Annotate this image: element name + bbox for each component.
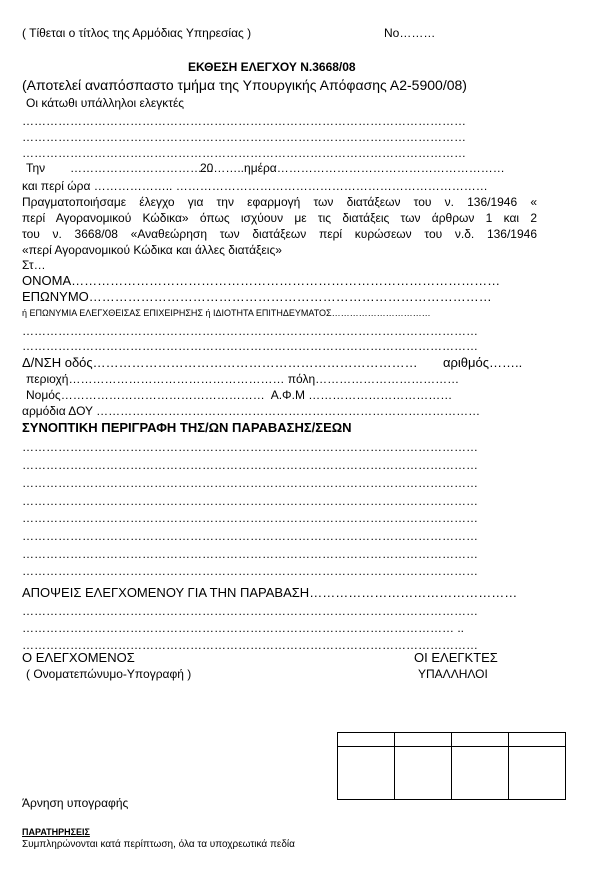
- address-number-field: αριθμός……..: [443, 355, 523, 370]
- date-year: 20……..ημέρα…………………………………………………: [200, 161, 505, 175]
- date-label: Την: [26, 161, 46, 175]
- time-line: και περί ώρα ……………….. ……………………………………………………………………: [22, 179, 488, 193]
- body-line-2: περί Αγορανομικού Κώδικα» όπως ισχύουν με τις διατάξεις των άρθρων 1 και 2: [22, 211, 537, 225]
- inspectors-line: …………………………………………………………………………………………………: [22, 130, 466, 144]
- violation-line: ……………………………………………………………………………………………………: [22, 529, 478, 543]
- violation-line: ……………………………………………………………………………………………………: [22, 511, 478, 525]
- inspectors-sub: ΥΠΑΛΛΗΛΟΙ: [418, 667, 488, 681]
- violation-line: ……………………………………………………………………………………………………: [22, 547, 478, 561]
- surname-field: ΕΠΩΝΥΜΟ…………………………………………………………………………………: [22, 289, 492, 304]
- views-line: ……………………………………………………………………………………………………: [22, 604, 478, 618]
- notes-text: Συμπληρώνονται κατά περίπτωση, όλα τα υποχρεωτικά πεδία: [22, 839, 295, 850]
- authority-placeholder: ( Τίθεται ο τίτλος της Αρμόδιας Υπηρεσίας ): [22, 26, 252, 40]
- audited-label: Ο ΕΛΕΓΧΟΜΕΝΟΣ: [22, 650, 135, 665]
- violations-heading: ΣΥΝΟΠΤΙΚΗ ΠΕΡΙΓΡΑΦΗ ΤΗΣ/ΩΝ ΠΑΡΑΒΑΣΗΣ/ΣΕΩΝ: [22, 420, 352, 435]
- signature-cell[interactable]: [338, 733, 395, 747]
- business-field: ή ΕΠΩΝΥΜΙΑ ΕΛΕΓΧΘΕΙΣΑΣ ΕΠΙΧΕΙΡΗΣΗΣ ή ΙΔΙΟΤΗΤΑ ΕΠΙΤΗΔΕΥΜΑΤΟΣ……………………………: [22, 308, 431, 318]
- body-line-3: του ν. 3668/08 «Αναθεώρηση των διατάξεων περί κυρώσεων του ν.δ. 136/1946: [22, 227, 537, 241]
- audited-sub: ( Ονοματεπώνυμο-Υπογραφή ): [26, 667, 192, 681]
- inspectors-label: ΟΙ ΕΛΕΓΚΤΕΣ: [414, 650, 498, 665]
- violation-line: ……………………………………………………………………………………………………: [22, 476, 478, 490]
- name-field: ΟΝΟΜΑ………………………………………………………………………………………: [22, 273, 501, 288]
- violation-line: ……………………………………………………………………………………………………: [22, 458, 478, 472]
- address-field: Δ/ΝΣΗ οδός…………………………………………………………………: [22, 355, 418, 370]
- area-field: περιοχή……………………………………………… πόλη………………………………: [26, 372, 460, 386]
- inspectors-line: …………………………………………………………………………………………………: [22, 114, 466, 128]
- report-number: Νο………: [384, 26, 436, 40]
- date-dots: ………………………………: [70, 161, 214, 175]
- violation-line: ……………………………………………………………………………………………………: [22, 494, 478, 508]
- signature-cell[interactable]: [395, 747, 452, 800]
- notes-heading: ΠΑΡΑΤΗΡΗΣΕΙΣ: [22, 827, 90, 837]
- body-line-1: Πραγματοποιήσαμε έλεγχο για την εφαρμογή των διατάξεων του ν. 136/1946 «: [22, 195, 537, 209]
- signature-cell[interactable]: [395, 733, 452, 747]
- violation-line: ……………………………………………………………………………………………………: [22, 564, 478, 578]
- views-heading: ΑΠΟΨΕΙΣ ΕΛΕΓΧΟΜΕΝΟΥ ΓΙΑ ΤΗΝ ΠΑΡΑΒΑΣΗ…………………………………………: [22, 585, 518, 600]
- inspectors-line: …………………………………………………………………………………………………: [22, 146, 466, 160]
- violation-line: ……………………………………………………………………………………………………: [22, 440, 478, 454]
- body-line-5: Στ…: [22, 258, 46, 272]
- signature-cell[interactable]: [338, 747, 395, 800]
- signature-refusal: Άρνηση υπογραφής: [22, 796, 129, 810]
- signature-cell[interactable]: [509, 733, 566, 747]
- inspectors-intro: Οι κάτωθι υπάλληλοι ελεγκτές: [26, 96, 185, 110]
- signature-table: [337, 732, 566, 800]
- signature-cell[interactable]: [452, 733, 509, 747]
- body-line-4: «περί Αγορανομικού Κώδικα και άλλες διατάξεις»: [22, 243, 282, 257]
- business-line: ……………………………………………………………………………………………………: [22, 324, 478, 338]
- business-line: ……………………………………………………………………………………………………: [22, 339, 478, 353]
- report-subtitle: (Αποτελεί αναπόσπαστο τμήμα της Υπουργικής Απόφασης Α2-5900/08): [22, 77, 467, 93]
- prefecture-field: Νομός…………………………………………… Α.Φ.Μ ………………………………: [26, 388, 453, 402]
- report-title: ΕΚΘΕΣΗ ΕΛΕΓΧΟΥ Ν.3668/08: [188, 60, 356, 74]
- tax-office-field: αρμόδια ΔΟΥ ……………………………………………………………………………………: [22, 404, 481, 418]
- views-line: ……………………………………………………………………………………………… ..: [22, 621, 465, 635]
- signature-cell[interactable]: [452, 747, 509, 800]
- signature-cell[interactable]: [509, 747, 566, 800]
- views-line: ……………………………………………………………………………………………………: [22, 638, 478, 652]
